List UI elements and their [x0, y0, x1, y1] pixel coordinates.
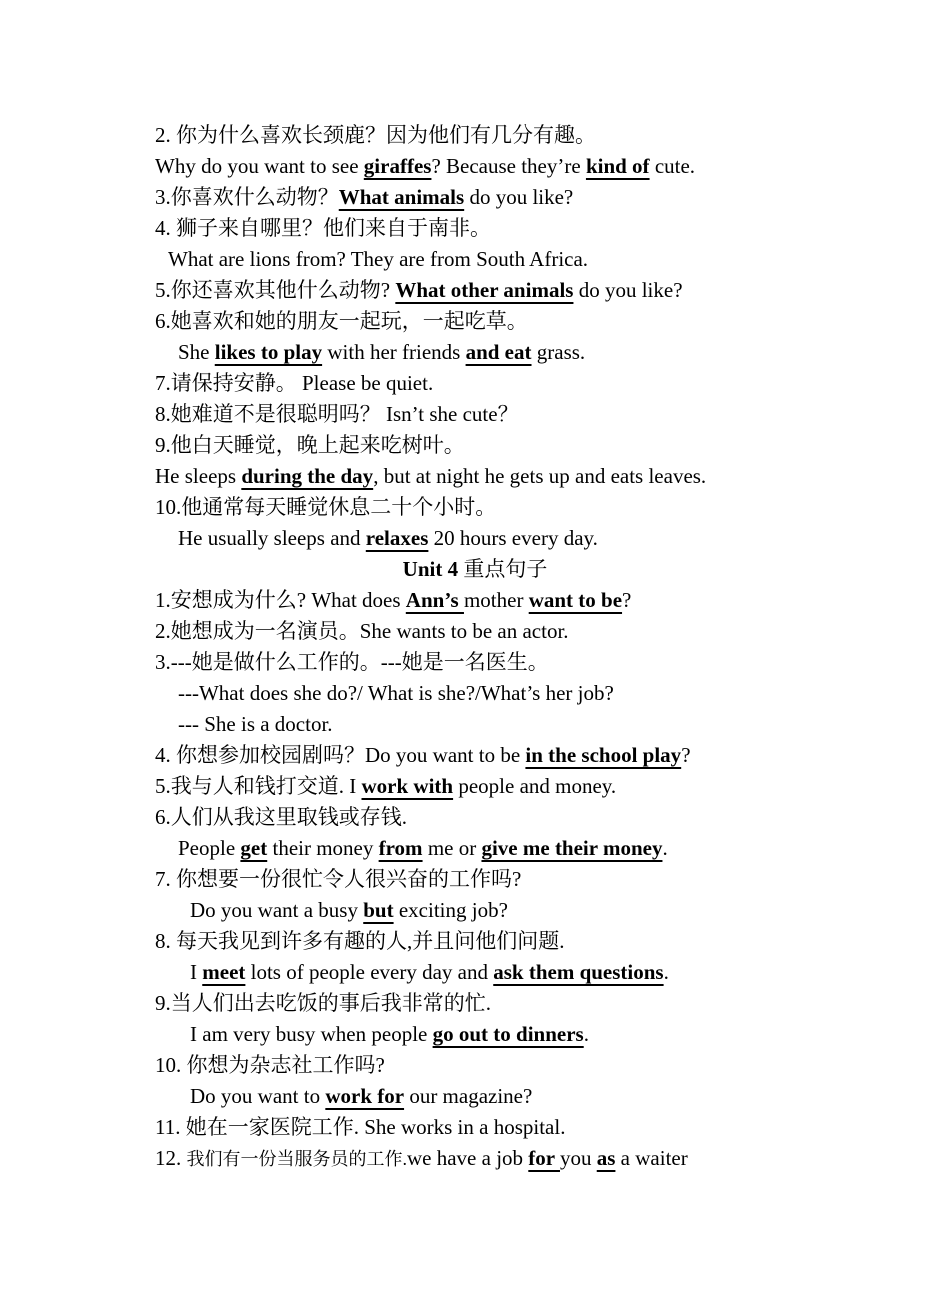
answer-blank: during the day [241, 464, 374, 488]
sentence-line [155, 430, 465, 461]
sentence-text: 8.她难道不是很聪明吗？ Isn’t she cute？ [155, 402, 519, 426]
answer-blank: but [363, 898, 394, 922]
sentence-text: we have a job [407, 1146, 529, 1170]
sentence-line [155, 492, 496, 523]
sentence-line [155, 585, 631, 616]
answer-blank: go out to dinners [432, 1022, 584, 1046]
sentence-line [155, 740, 691, 771]
answer-blank: Ann’s [405, 588, 464, 612]
answer-blank: work with [361, 774, 454, 798]
sentence-text: lots of people every day and [245, 960, 494, 984]
sentence-text: 7. 你想要一份很忙令人很兴奋的工作吗? [155, 867, 522, 891]
sentence-line [155, 182, 573, 213]
answer-blank: What other animals [395, 278, 574, 302]
sentence-line [155, 864, 521, 895]
sentence-text: 12. [155, 1146, 187, 1170]
sentence-text: Why do you want to see [155, 154, 364, 178]
sentence-text: our magazine? [404, 1084, 533, 1108]
sentence-text: 20 hours every day. [428, 526, 598, 550]
sentence-line [178, 678, 614, 709]
sentence-text: cute. [649, 154, 696, 178]
sentence-text: 9.他白天睡觉，晚上起来吃树叶。 [155, 433, 465, 457]
sentence-line [155, 802, 407, 833]
sentence-text: 3.你喜欢什么动物？ [155, 185, 339, 209]
answer-blank: ask them questions [493, 960, 664, 984]
sentence-line [178, 833, 668, 864]
sentence-text: I [190, 960, 203, 984]
sentence-line [178, 337, 585, 368]
sentence-text: 5.你还喜欢其他什么动物? [155, 278, 396, 302]
answer-blank: likes to play [214, 340, 323, 364]
answer-blank: get [240, 836, 268, 860]
answer-blank: as [596, 1146, 616, 1170]
sentence-line [155, 151, 695, 182]
sentence-line [155, 120, 596, 151]
sentence-text: do you like? [464, 185, 574, 209]
sentence-line [155, 1050, 385, 1081]
sentence-text: I am very busy when people [190, 1022, 433, 1046]
sentence-text: me or [422, 836, 482, 860]
sentence-text: Do you want a busy [190, 898, 364, 922]
sentence-line [155, 213, 491, 244]
sentence-text: He usually sleeps and [178, 526, 366, 550]
sentence-line [155, 306, 528, 337]
sentence-text: 5.我与人和钱打交道. I [155, 774, 362, 798]
sentence-text: 9.当人们出去吃饭的事后我非常的忙. [155, 991, 491, 1015]
sentence-text: ---What does she do?/ What is she?/What’s her job? [178, 681, 614, 705]
sentence-text: . [662, 836, 668, 860]
sentence-line [155, 275, 683, 306]
sentence-line [178, 709, 333, 740]
sentence-line [155, 399, 519, 430]
sentence-text: He sleeps [155, 464, 242, 488]
sentence-line [190, 957, 669, 988]
sentence-text: their money [267, 836, 379, 860]
answer-blank: kind of [585, 154, 650, 178]
sentence-text: 6.人们从我这里取钱或存钱. [155, 805, 407, 829]
answer-blank: relaxes [365, 526, 429, 550]
sentence-text: ? Because they’re [431, 154, 586, 178]
sentence-line [190, 1019, 589, 1050]
sentence-text: People [178, 836, 241, 860]
sentence-text: 4. 狮子来自哪里？他们来自于南非。 [155, 216, 491, 240]
sentence-text: mother [463, 588, 529, 612]
sentence-text: 4. 你想参加校园剧吗？Do you want to be [155, 743, 526, 767]
sentence-line [155, 1112, 565, 1143]
sentence-line [190, 895, 508, 926]
sentence-text: What are lions from? They are from South Africa. [168, 247, 589, 271]
sentence-line [155, 461, 706, 492]
sentence-text: with her friends [322, 340, 466, 364]
sentence-text: 我们有一份当服务员的工作. [186, 1149, 407, 1169]
sentence-text: do you like? [573, 278, 683, 302]
sentence-text: She [178, 340, 215, 364]
answer-blank: want to be [528, 588, 623, 612]
sentence-line [155, 926, 565, 957]
sentence-line [155, 771, 616, 802]
sentence-text: 2. 你为什么喜欢长颈鹿？因为他们有几分有趣。 [155, 123, 596, 147]
sentence-line [190, 1081, 532, 1112]
sentence-line [155, 616, 569, 647]
sentence-text: . [663, 960, 669, 984]
sentence-text: ? [681, 743, 691, 767]
sentence-line [168, 244, 588, 275]
answer-blank: give me their money [481, 836, 663, 860]
sentence-line [178, 523, 598, 554]
answer-blank: for [528, 1146, 560, 1170]
sentence-text: 11. 她在一家医院工作. She works in a hospital. [155, 1115, 566, 1139]
sentence-text: 7.请保持安静。 Please be quiet. [155, 371, 434, 395]
sentence-text: grass. [531, 340, 586, 364]
sentence-text: 10.他通常每天睡觉休息二十个小时。 [155, 495, 497, 519]
answer-blank: and eat [465, 340, 532, 364]
answer-blank: from [378, 836, 423, 860]
sentence-text: 6.她喜欢和她的朋友一起玩，一起吃草。 [155, 309, 528, 333]
sentence-text: --- She is a doctor. [178, 712, 333, 736]
answer-blank: meet [202, 960, 246, 984]
sentence-text: a waiter [615, 1146, 688, 1170]
sentence-text: ? [622, 588, 632, 612]
sentence-text: , but at night he gets up and eats leaves. [373, 464, 707, 488]
sentence-text: exciting job? [393, 898, 508, 922]
sentence-text: 10. 你想为杂志社工作吗? [155, 1053, 385, 1077]
answer-blank: in the school play [525, 743, 682, 767]
sentence-line [155, 988, 491, 1019]
heading-unit: Unit 4 [402, 557, 459, 581]
sentence-text: you [559, 1146, 597, 1170]
sentence-text: 1.安想成为什么? What does [155, 588, 406, 612]
answer-blank: work for [325, 1084, 405, 1108]
answer-blank: giraffes [363, 154, 432, 178]
sentence-text: 8. 每天我见到许多有趣的人,并且问他们问题. [155, 929, 565, 953]
sentence-text: people and money. [453, 774, 617, 798]
sentence-text: 3.---她是做什么工作的。---她是一名医生。 [155, 650, 549, 674]
sentence-text: 2.她想成为一名演员。She wants to be an actor. [155, 619, 569, 643]
answer-blank: What animals [338, 185, 465, 209]
heading-title: 重点句子 [458, 557, 548, 581]
sentence-text: . [583, 1022, 589, 1046]
sentence-line [155, 647, 549, 678]
sentence-line [155, 1143, 688, 1174]
sentence-text: Do you want to [190, 1084, 326, 1108]
sentence-line [155, 368, 433, 399]
section-heading [0, 554, 950, 585]
